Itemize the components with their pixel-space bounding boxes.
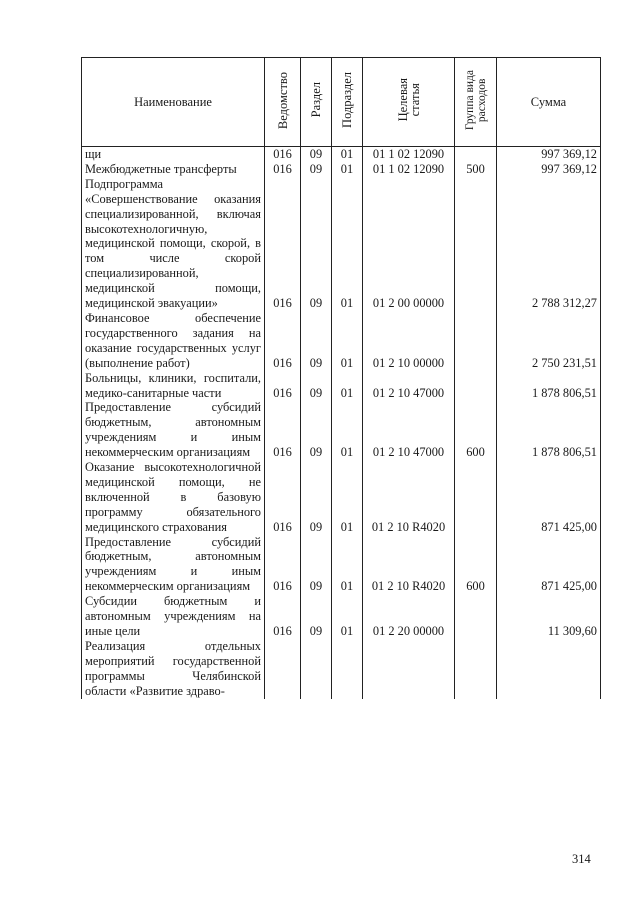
cell-name: Больницы, клиники, госпитали, медико-санитарные части (82, 371, 265, 401)
cell-vedomstvo: 016 (265, 400, 301, 460)
cell-summa: 871 425,00 (497, 535, 601, 595)
header-summa: Сумма (497, 58, 601, 147)
cell-tselevaya-statya: 01 1 02 12090 (363, 162, 455, 177)
cell-gruppa-vida: 600 (455, 535, 497, 595)
cell-razdel: 09 (301, 594, 332, 639)
cell-podrazdel: 01 (332, 460, 363, 535)
table-row (82, 535, 601, 595)
cell-vedomstvo: 016 (265, 147, 301, 162)
cell-summa (497, 639, 601, 699)
cell-name: Финансовое обеспечение государственного задания на оказание государственных услуг (выполнение работ) (82, 311, 265, 371)
cell-tselevaya-statya: 01 2 10 R4020 (363, 460, 455, 535)
table-row (82, 311, 601, 371)
cell-vedomstvo: 016 (265, 371, 301, 401)
header-razdel: Раздел (301, 58, 332, 147)
cell-tselevaya-statya (363, 639, 455, 699)
cell-name: Подпрограмма «Совершенствование оказания специализированной, включая высокотехнологичную, медицинской помощи, скорой, в том числе скорой специализированной, медицинской помощи, медицинской эвакуации» (82, 177, 265, 311)
header-name: Наименование (82, 58, 265, 147)
table-row (82, 639, 601, 699)
cell-name: щи (82, 147, 265, 162)
cell-summa: 11 309,60 (497, 594, 601, 639)
cell-vedomstvo: 016 (265, 535, 301, 595)
cell-vedomstvo: 016 (265, 162, 301, 177)
cell-podrazdel: 01 (332, 147, 363, 162)
cell-tselevaya-statya: 01 1 02 12090 (363, 147, 455, 162)
cell-name: Предоставление субсидий бюджетным, автономным учреждениям и иным некоммерческим организациям (82, 535, 265, 595)
cell-vedomstvo: 016 (265, 311, 301, 371)
table-row (82, 177, 601, 311)
cell-name: Оказание высокотехнологичной медицинской помощи, не включенной в базовую программу обязательного медицинского страхования (82, 460, 265, 535)
cell-podrazdel: 01 (332, 177, 363, 311)
cell-gruppa-vida: 500 (455, 162, 497, 177)
cell-razdel: 09 (301, 147, 332, 162)
header-tselevaya: Целевая статья (363, 58, 455, 147)
cell-gruppa-vida (455, 639, 497, 699)
header-gruppa: Группа вида расходов (455, 58, 497, 147)
header-vedomstvo: Ведомство (265, 58, 301, 147)
table-row (82, 594, 601, 639)
cell-podrazdel (332, 639, 363, 699)
cell-summa: 1 878 806,51 (497, 371, 601, 401)
cell-summa: 1 878 806,51 (497, 400, 601, 460)
cell-name: Межбюджетные трансферты (82, 162, 265, 177)
table-row (82, 371, 601, 401)
cell-tselevaya-statya: 01 2 10 R4020 (363, 535, 455, 595)
cell-podrazdel: 01 (332, 311, 363, 371)
cell-tselevaya-statya: 01 2 10 00000 (363, 311, 455, 371)
cell-razdel: 09 (301, 400, 332, 460)
cell-vedomstvo: 016 (265, 177, 301, 311)
cell-tselevaya-statya: 01 2 20 00000 (363, 594, 455, 639)
cell-summa: 997 369,12 (497, 147, 601, 162)
cell-summa: 2 750 231,51 (497, 311, 601, 371)
header-podrazdel: Подраздел (332, 58, 363, 147)
cell-razdel (301, 639, 332, 699)
page-number: 314 (572, 852, 591, 866)
cell-summa: 2 788 312,27 (497, 177, 601, 311)
cell-podrazdel: 01 (332, 535, 363, 595)
table-row (82, 147, 601, 162)
cell-vedomstvo: 016 (265, 460, 301, 535)
cell-razdel: 09 (301, 311, 332, 371)
table-row (82, 162, 601, 177)
cell-razdel: 09 (301, 535, 332, 595)
cell-razdel: 09 (301, 371, 332, 401)
cell-razdel: 09 (301, 177, 332, 311)
cell-gruppa-vida (455, 371, 497, 401)
cell-podrazdel: 01 (332, 162, 363, 177)
cell-razdel: 09 (301, 460, 332, 535)
budget-table (81, 57, 601, 699)
cell-gruppa-vida: 600 (455, 400, 497, 460)
cell-name: Реализация отдельных мероприятий государственной программы Челябинской области «Развитие здраво- (82, 639, 265, 699)
cell-summa: 997 369,12 (497, 162, 601, 177)
cell-vedomstvo (265, 639, 301, 699)
cell-tselevaya-statya: 01 2 10 47000 (363, 371, 455, 401)
cell-podrazdel: 01 (332, 594, 363, 639)
cell-gruppa-vida (455, 147, 497, 162)
table-row (82, 400, 601, 460)
table-row (82, 460, 601, 535)
cell-vedomstvo: 016 (265, 594, 301, 639)
cell-summa: 871 425,00 (497, 460, 601, 535)
cell-gruppa-vida (455, 177, 497, 311)
cell-podrazdel: 01 (332, 400, 363, 460)
cell-podrazdel: 01 (332, 371, 363, 401)
cell-name: Субсидии бюджетным и автономным учреждениям на иные цели (82, 594, 265, 639)
table-body (82, 147, 601, 699)
cell-name: Предоставление субсидий бюджетным, автономным учреждениям и иным некоммерческим организациям (82, 400, 265, 460)
table-header (82, 58, 601, 147)
cell-tselevaya-statya: 01 2 10 47000 (363, 400, 455, 460)
cell-gruppa-vida (455, 311, 497, 371)
cell-razdel: 09 (301, 162, 332, 177)
cell-gruppa-vida (455, 594, 497, 639)
cell-tselevaya-statya: 01 2 00 00000 (363, 177, 455, 311)
cell-gruppa-vida (455, 460, 497, 535)
